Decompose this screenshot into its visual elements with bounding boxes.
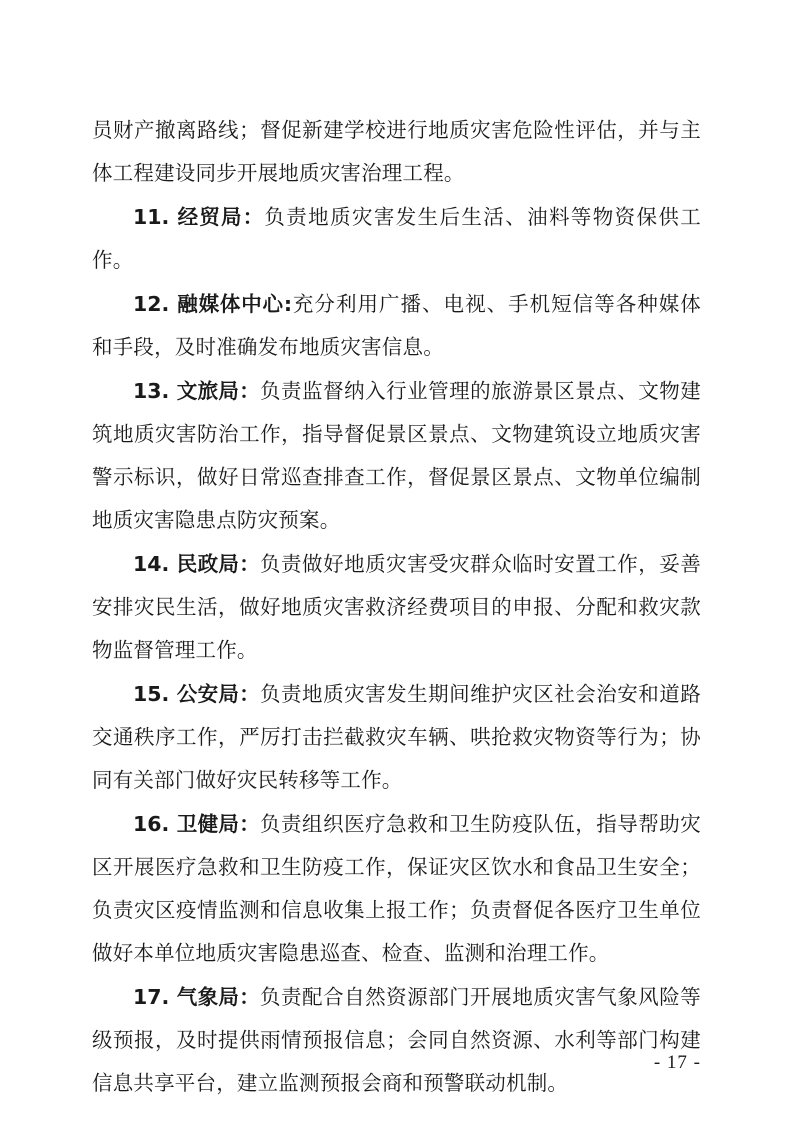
paragraph-item-17 bbox=[92, 976, 701, 1106]
item-label-15: 15. 公安局： bbox=[133, 682, 261, 706]
item-label-11: 11. 经贸局： bbox=[133, 205, 265, 229]
paragraph-item-14 bbox=[92, 543, 701, 673]
item-label-12: 12. 融媒体中心: bbox=[133, 292, 293, 316]
paragraph-text: 负责组织医疗急救和卫生防疫队伍，指导帮助灾区开展医疗急救和卫生防疫工作，保证灾区饮水和食品卫生安全；负责灾区疫情监测和信息收集上报工作；负责督促各医疗卫生单位做好本单位地质灾害隐患巡查、检查、监测和治理工作。 bbox=[92, 814, 702, 965]
paragraph-text: 负责地质灾害发生期间维护灾区社会治安和道路交通秩序工作，严厉打击拦截救灾车辆、哄抢救灾物资等行为；协同有关部门做好灾民转移等工作。 bbox=[92, 684, 702, 792]
paragraph-item-15 bbox=[92, 673, 701, 803]
paragraph-item-13 bbox=[92, 370, 701, 543]
item-label-16: 16. 卫健局： bbox=[133, 812, 261, 836]
paragraph-continued bbox=[92, 110, 701, 196]
paragraph-text: 负责做好地质灾害受灾群众临时安置工作，妥善安排灾民生活，做好地质灾害救济经费项目的申报、分配和救灾款物监督管理工作。 bbox=[92, 554, 702, 662]
document-body bbox=[92, 110, 701, 1106]
item-label-17: 17. 气象局： bbox=[133, 985, 261, 1009]
paragraph-item-16 bbox=[92, 803, 701, 976]
paragraph-text: 负责配合自然资源部门开展地质灾害气象风险等级预报，及时提供雨情预报信息；会同自然资源、水利等部门构建信息共享平台，建立监测预报会商和预警联动机制。 bbox=[92, 987, 702, 1095]
item-label-14: 14. 民政局： bbox=[133, 552, 261, 576]
paragraph-text: 负责监督纳入行业管理的旅游景区景点、文物建筑地质灾害防治工作，指导督促景区景点、文物建筑设立地质灾害警示标识，做好日常巡查排查工作，督促景区景点、文物单位编制地质灾害隐患点防灾预案。 bbox=[92, 381, 702, 532]
paragraph-item-11 bbox=[92, 196, 701, 283]
paragraph-text: 负责地质灾害发生后生活、油料等物资保供工作。 bbox=[92, 207, 702, 272]
item-label-13: 13. 文旅局： bbox=[133, 379, 261, 403]
page-number: - 17 - bbox=[653, 1052, 701, 1073]
paragraph-text: 充分利用广播、电视、手机短信等各种媒体和手段，及时准确发布地质灾害信息。 bbox=[92, 294, 701, 359]
paragraph-item-12 bbox=[92, 283, 701, 370]
paragraph-text: 员财产撤离路线；督促新建学校进行地质灾害危险性评估，并与主体工程建设同步开展地质灾害治理工程。 bbox=[92, 120, 701, 185]
